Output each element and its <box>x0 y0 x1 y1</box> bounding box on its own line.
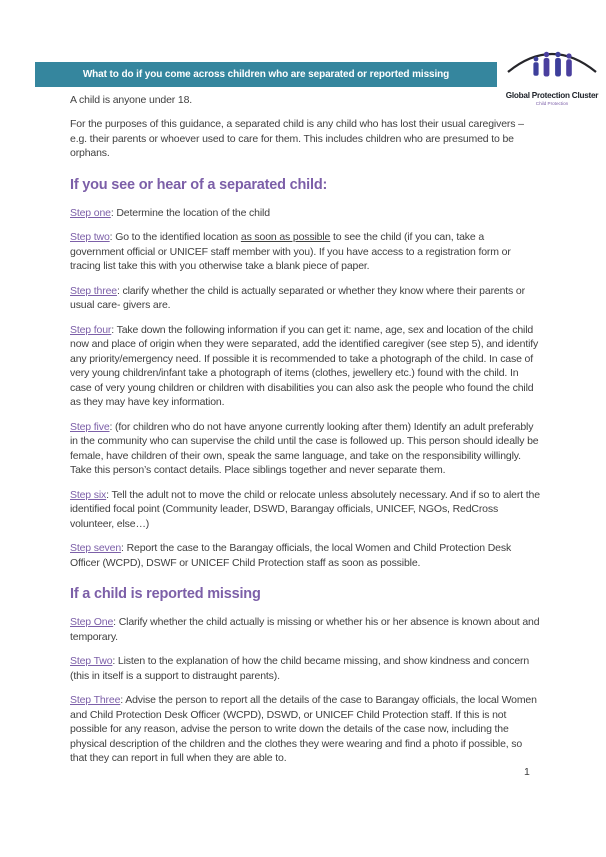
step-label: Step Three <box>70 694 121 707</box>
step-text: : Tell the adult not to move the child or relocate unless absolutely necessary. And if so to alert the identified focal point (Community leader, DSWD, Barangay officials, UNICEF, NGOs, RedCross volunteer, else…) <box>70 488 540 530</box>
page-number: 1 <box>524 766 530 778</box>
intro-paragraph-2: For the purposes of this guidance, a separated child is any child who has lost their usual caregivers – e.g. their parents or whoever used to care for them. This includes children who are presumed to be orphans. <box>70 118 524 160</box>
section-heading-reported-missing: If a child is reported missing <box>70 586 261 603</box>
step-text: : Go to the identified location <box>109 231 241 244</box>
step-text: : Take down the following information if you can get it: name, age, sex and location of the child now and place of origin when they were separated, add the identified caregiver (see step 5), and identify any priority/emergency need. If possible it is recommended to take a photograph of the child. In case of very young children/infant take a photograph of items (clothes, jewellery etc.) found with the child. In case of very young children or children with disabilities you can also ask the people who found the child as they may have key information. <box>70 323 539 409</box>
step-text: to see the child (if you can, take a government official or UNICEF staff member with you). If you have access to a registration form or tracing list take this with you otherwise take a blank piece of paper. <box>70 231 511 273</box>
step-paragraph <box>70 206 540 220</box>
section-heading-separated-child: If you see or hear of a separated child: <box>70 176 328 193</box>
intro-paragraph-1: A child is anyone under 18. <box>70 94 193 106</box>
step-paragraph <box>70 230 540 273</box>
step-text: : clarify whether the child is actually separated or whether they know where their parents or usual care- givers are. <box>70 284 525 312</box>
step-label: Step two <box>70 231 110 244</box>
step-text: : Determine the location of the child <box>110 206 270 219</box>
document-title: What to do if you come across children who are separated or reported missing <box>82 69 450 80</box>
document-body <box>70 93 540 775</box>
step-paragraph <box>70 541 540 570</box>
step-paragraph <box>70 693 540 765</box>
step-label: Step Two <box>70 655 113 668</box>
step-text: : Listen to the explanation of how the child became missing, and show kindness and concern (this in itself is a support to distraught parents). <box>70 655 530 682</box>
step-paragraph <box>70 284 540 313</box>
step-text: : Report the case to the Barangay officials, the local Women and Child Protection Desk Officer (WCPD), DSWF or UNICEF Child Protection staff as soon as possible. <box>70 542 512 569</box>
step-text-underlined: as soon as possible <box>240 231 331 244</box>
step-paragraph <box>70 654 540 683</box>
step-label: Step one <box>70 206 111 219</box>
step-label: Step four <box>70 323 112 336</box>
logo-subtitle: Child Protection <box>535 100 569 106</box>
step-label: Step seven <box>70 542 122 555</box>
gpc-figures-icon <box>501 44 603 86</box>
step-text: : Advise the person to report all the details of the case to Barangay officials, the local Women and Child Protection Desk Officer (WCPD), DSWD, or UNICEF Child Protection staff. If this is not possible for any reason, advise the person to write down the details of the case now, including the physical description of the children and the clothes they were wearing and find a photo if possible, so that they can report in full when they are able to. <box>70 694 537 764</box>
step-label: Step six <box>70 488 107 501</box>
logo-title: Global Protection Cluster <box>505 90 599 100</box>
step-paragraph <box>70 615 540 644</box>
step-paragraph <box>70 488 540 531</box>
step-paragraph <box>70 420 540 478</box>
step-text: : (for children who do not have anyone currently looking after them) Identify an adult preferably in the community who can supervise the child until the case is followed up. This person should ideally be female, have children of their own, speak the same language, and take on the responsibility willingly. Take this person’s contact details. Place siblings together and never separate them. <box>70 420 539 477</box>
step-label: Step five <box>70 420 110 433</box>
step-paragraph <box>70 323 540 410</box>
title-bar <box>35 62 497 87</box>
step-label: Step three <box>70 284 117 297</box>
step-label: Step One <box>70 616 114 629</box>
step-text: : Clarify whether the child actually is missing or whether his or her absence is known about and temporary. <box>70 616 540 643</box>
